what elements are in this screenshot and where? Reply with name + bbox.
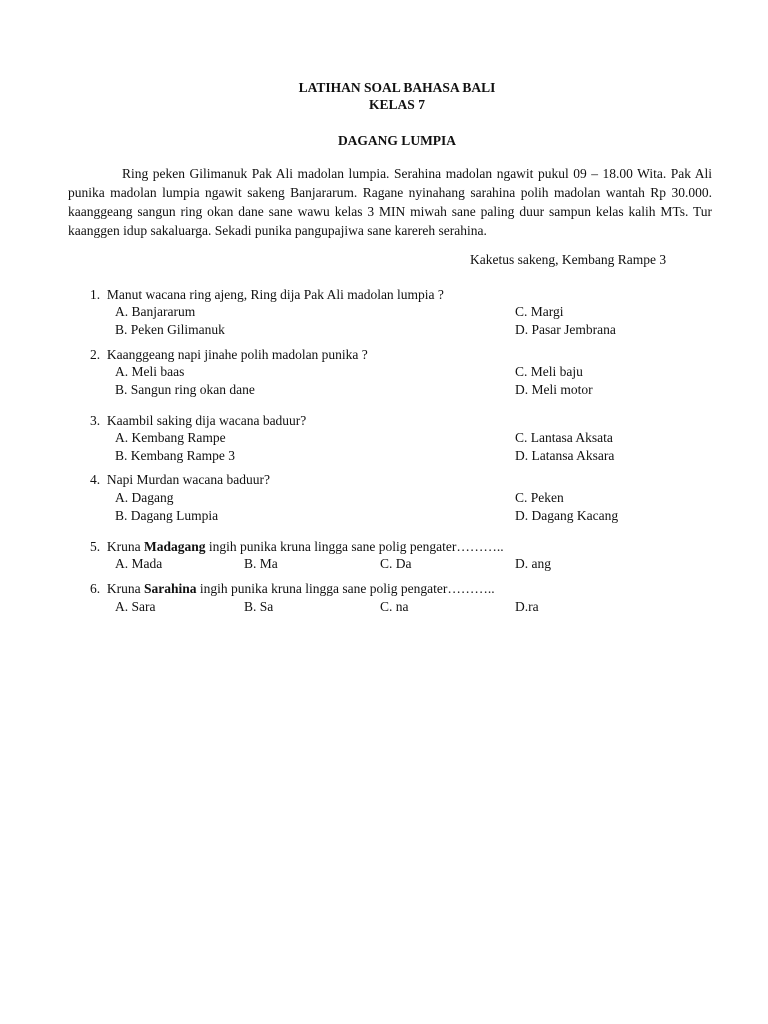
option-d: D. ang <box>515 556 551 571</box>
option-b: B. Peken Gilimanuk <box>115 322 225 337</box>
question-number: 3. <box>90 413 101 428</box>
option-c: C. Peken <box>515 490 564 505</box>
option-b: B. Sa <box>244 599 274 614</box>
story-title: DAGANG LUMPIA <box>337 133 457 148</box>
option-a: A. Mada <box>115 556 163 571</box>
question-3 <box>90 412 306 430</box>
option-d: D. Dagang Kacang <box>515 508 619 523</box>
option-d: D. Meli motor <box>515 382 593 397</box>
question-2 <box>90 346 368 364</box>
option-c: C. Lantasa Aksata <box>515 430 613 445</box>
option-b: B. Ma <box>244 556 278 571</box>
option-d: D. Latansa Aksara <box>515 448 615 463</box>
question-number: 1. <box>90 287 101 302</box>
question-text: Kaanggeang napi jinahe polih madolan punika ? <box>106 347 368 362</box>
question-text: Manut wacana ring ajeng, Ring dija Pak Ali madolan lumpia ? <box>106 287 444 302</box>
option-c: C. Da <box>380 556 412 571</box>
option-d: D.ra <box>515 599 539 614</box>
question-1 <box>90 286 444 304</box>
option-b: B. Kembang Rampe 3 <box>115 448 235 463</box>
question-text: Napi Murdan wacana baduur? <box>106 472 270 487</box>
question-text: Kaambil saking dija wacana baduur? <box>106 413 307 428</box>
question-keyword: Sarahina <box>144 581 197 596</box>
passage-source: Kaketus sakeng, Kembang Rampe 3 <box>470 252 667 267</box>
question-suffix: ingih punika kruna lingga sane polig pengater……….. <box>196 581 495 596</box>
question-prefix: Kruna <box>106 581 144 596</box>
option-d: D. Pasar Jembrana <box>515 322 616 337</box>
option-c: C. na <box>380 599 409 614</box>
question-4 <box>90 471 270 489</box>
worksheet-title: LATIHAN SOAL BAHASA BALI <box>298 80 496 95</box>
question-suffix: ingih punika kruna lingga sane polig pengater……….. <box>205 539 504 554</box>
option-c: C. Margi <box>515 304 564 319</box>
question-6 <box>90 580 495 598</box>
class-label: KELAS 7 <box>369 97 425 112</box>
passage-text: Ring peken Gilimanuk Pak Ali madolan lumpia. Serahina madolan ngawit pukul 09 – 18.00 Wita. Pak Ali punika madolan lumpia ngawit sakeng Banjararum. Ragane nyinahang sarahina polih madolan wantah Rp 30.000. kaanggeang sangun ring okan dane sane wawu kelas 3 MIN miwah sane paling duur sampun kelas kalih MTs. Tur kaanggen idup sakaluarga. Sekadi punika pangupajiwa sane karereh serahina. <box>68 166 712 238</box>
option-a: A. Banjararum <box>115 304 196 319</box>
question-number: 6. <box>90 581 101 596</box>
question-keyword: Madagang <box>144 539 206 554</box>
reading-passage <box>68 164 712 240</box>
question-number: 2. <box>90 347 101 362</box>
option-b: B. Dagang Lumpia <box>115 508 219 523</box>
question-number: 5. <box>90 539 101 554</box>
option-b: B. Sangun ring okan dane <box>115 382 255 397</box>
question-prefix: Kruna <box>106 539 144 554</box>
option-c: C. Meli baju <box>515 364 583 379</box>
option-a: A. Meli baas <box>115 364 185 379</box>
option-a: A. Sara <box>115 599 156 614</box>
option-a: A. Dagang <box>115 490 174 505</box>
option-a: A. Kembang Rampe <box>115 430 226 445</box>
question-5 <box>90 538 504 556</box>
question-number: 4. <box>90 472 101 487</box>
